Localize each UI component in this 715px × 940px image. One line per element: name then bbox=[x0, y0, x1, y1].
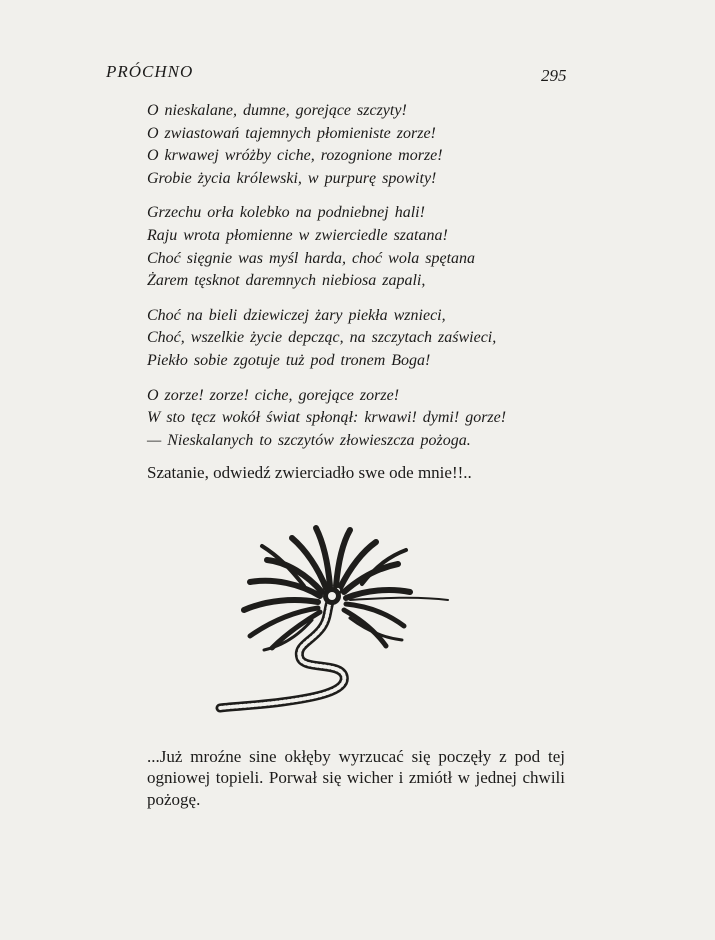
verse-line: Grobie życia królewski, w purpurę spowity! bbox=[147, 169, 437, 187]
verse-line: O zorze! zorze! ciche, gorejące zorze! bbox=[147, 386, 400, 404]
page-number: 295 bbox=[541, 66, 567, 85]
verse-line: Piekło sobie zgotuje tuż pod tronem Boga! bbox=[147, 351, 431, 369]
verse-line: O nieskalane, dumne, gorejące szczyty! bbox=[147, 102, 407, 119]
verse-line: Choć, wszelkie życie depcząc, na szczytach zaświeci, bbox=[147, 329, 497, 347]
verse-line: Żarem tęsknot daremnych niebiosa zapali, bbox=[147, 272, 426, 290]
poem bbox=[147, 100, 587, 464]
flower-serpent-ornament bbox=[212, 520, 462, 720]
stanza bbox=[147, 202, 587, 292]
verse-line: O krwawej wróżby ciche, rozognione morze! bbox=[147, 147, 443, 165]
stanza bbox=[147, 305, 587, 373]
stanza bbox=[147, 385, 587, 453]
running-title: PRÓCHNO bbox=[106, 62, 194, 81]
prose-satan-line: Szatanie, odwiedź zwierciadło swe ode mnie!!.. bbox=[147, 463, 472, 482]
verse-line: — Nieskalanych to szczytów złowieszcza pożoga. bbox=[147, 431, 471, 449]
verse-line: W sto tęcz wokół świat spłonął: krwawi! dymi! gorze! bbox=[147, 409, 507, 427]
verse-line: Grzechu orła kolebko na podniebnej hali! bbox=[147, 204, 425, 222]
verse-line: Choć na bieli dziewiczej żary piekła wznieci, bbox=[147, 306, 446, 324]
prose-final-paragraph: ...Już mroźne sine okłęby wyrzucać się poczęły z pod tej ogniowej topieli. Porwał się wicher i zmiótł w jednej chwili pożogę. bbox=[147, 747, 565, 809]
verse-line: O zwiastowań tajemnych płomieniste zorze! bbox=[147, 124, 436, 142]
verse-line: Choć sięgnie was myśl harda, choć wola spętana bbox=[147, 249, 476, 267]
verse-line: Raju wrota płomienne w zwierciedle szatana! bbox=[147, 226, 448, 244]
stanza bbox=[147, 100, 587, 190]
